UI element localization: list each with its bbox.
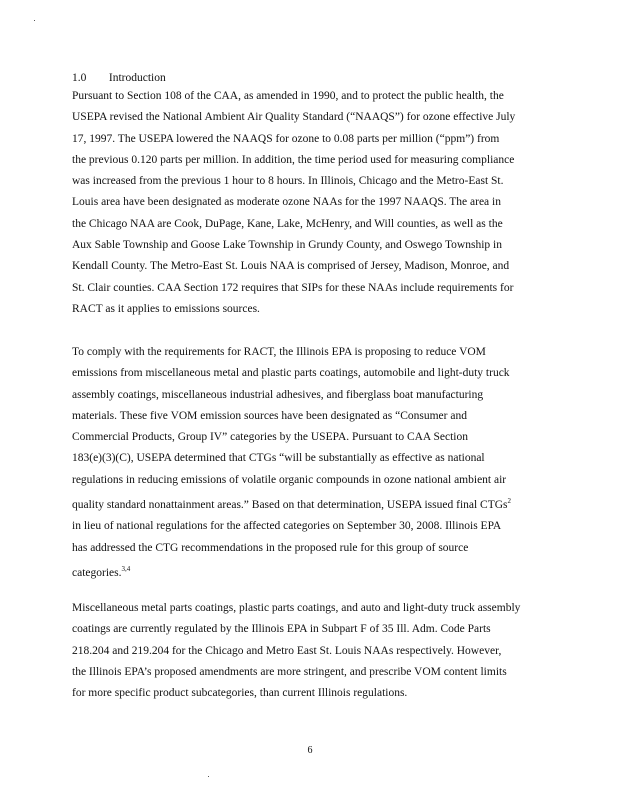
footnote-ref: 2 [507, 497, 512, 506]
footnote-ref: 3,4 [121, 564, 131, 573]
text-line: for more specific product subcategories, than current Illinois regulations. [72, 687, 408, 700]
text-line: RACT as it applies to emissions sources. [72, 302, 260, 315]
section-title: Introduction [108, 72, 166, 84]
text-line: materials. These five VOM emission sources have been designated as “Consumer and [72, 409, 467, 422]
section-heading [72, 72, 166, 84]
text-line: To comply with the requirements for RACT, the Illinois EPA is proposing to reduce VOM [72, 346, 486, 358]
paragraph-1 [72, 86, 540, 320]
line-text: quality standard nonattainment areas.” Based on that determination, USEPA issued final CTGs [72, 498, 508, 511]
text-line: 218.204 and 219.204 for the Chicago and Metro East St. Louis NAAs respectively. However, [72, 644, 502, 657]
text-line: St. Clair counties. CAA Section 172 requires that SIPs for these NAAs include requirements for [72, 281, 514, 294]
section-number: 1.0 [72, 72, 87, 84]
text-line: Aux Sable Township and Goose Lake Township in Grundy County, and Oswego Township in [72, 239, 502, 252]
line-text: categories. [72, 566, 122, 579]
paragraph-3 [72, 598, 540, 704]
page-number: 6 [307, 745, 313, 756]
text-line: 17, 1997. The USEPA lowered the NAAQS for ozone to 0.08 parts per million (“ppm”) from [72, 132, 500, 145]
text-line: 183(e)(3)(C), USEPA determined that CTGs “will be substantially as effective as national [72, 452, 485, 465]
paragraph-2 [72, 342, 540, 584]
text-line: the Illinois EPA’s proposed amendments are more stringent, and prescribe VOM content limits [72, 665, 507, 678]
text-line: the previous 0.120 parts per million. In addition, the time period used for measuring compliance [72, 153, 515, 166]
text-line: Louis area have been designated as moderate ozone NAAs for the 1997 NAAQS. The area in [72, 196, 501, 209]
text-line: in lieu of national regulations for the affected categories on September 30, 2008. Illinois EPA [72, 520, 502, 533]
text-line: coatings are currently regulated by the Illinois EPA in Subpart F of 35 Ill. Adm. Code Parts [72, 623, 491, 636]
text-line [72, 559, 540, 584]
text-line: regulations in reducing emissions of volatile organic compounds in ozone national ambient air [72, 473, 507, 486]
scan-speck [208, 776, 209, 777]
text-line: USEPA revised the National Ambient Air Quality Standard (“NAAQS”) for ozone effective July [72, 111, 516, 124]
scan-speck [34, 20, 35, 21]
text-line: emissions from miscellaneous metal and plastic parts coatings, automobile and light-duty truck [72, 367, 510, 380]
text-line: Kendall County. The Metro-East St. Louis NAA is comprised of Jersey, Madison, Monroe, and [72, 260, 510, 273]
text-line: Miscellaneous metal parts coatings, plastic parts coatings, and auto and light-duty truck assembly [72, 602, 521, 614]
text-line: Pursuant to Section 108 of the CAA, as amended in 1990, and to protect the public health, the [72, 90, 504, 102]
text-line: was increased from the previous 1 hour to 8 hours. In Illinois, Chicago and the Metro-East St. [72, 175, 504, 188]
text-line: has addressed the CTG recommendations in the proposed rule for this group of source [72, 541, 469, 554]
text-line [72, 491, 540, 516]
text-line: Commercial Products, Group IV” categories by the USEPA. Pursuant to CAA Section [72, 431, 468, 444]
text-line: assembly coatings, miscellaneous industrial adhesives, and fiberglass boat manufacturing [72, 388, 484, 401]
text-line: the Chicago NAA are Cook, DuPage, Kane, Lake, McHenry, and Will counties, as well as the [72, 217, 503, 230]
